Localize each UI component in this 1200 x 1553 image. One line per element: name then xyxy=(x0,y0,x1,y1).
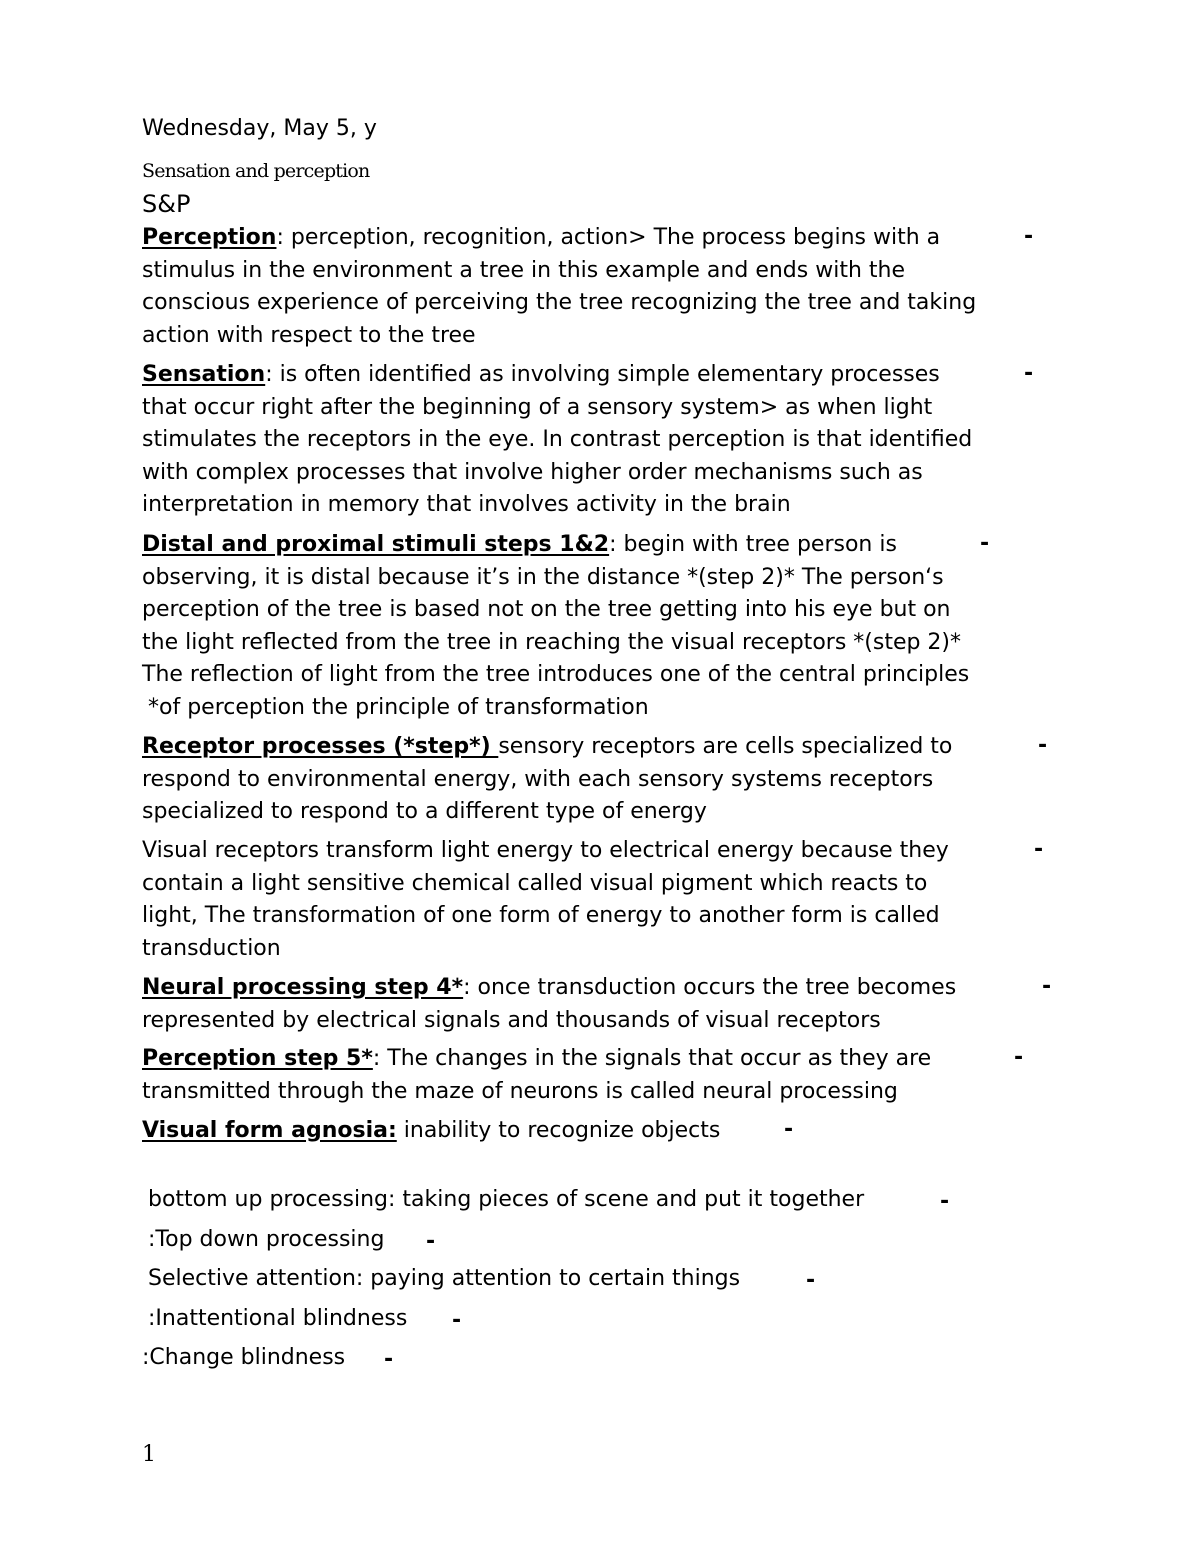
bullet-dash: - xyxy=(426,1229,436,1254)
document-date: Wednesday, May 5, y xyxy=(142,116,377,141)
paragraph-line: The reflection of light from the tree introduces one of the central principles xyxy=(142,662,970,687)
paragraph-line: respond to environmental energy, with each sensory systems receptors xyxy=(142,766,934,792)
paragraph-line: contain a light sensitive chemical called visual pigment which reacts to xyxy=(142,870,928,896)
paragraph-line: light, The transformation of one form of energy to another form is called xyxy=(142,903,940,928)
paragraph-line: transduction xyxy=(142,935,281,961)
paragraph-text: : once transduction occurs the tree becomes xyxy=(463,975,957,1000)
paragraph-text: : perception, recognition, action> The process begins with a xyxy=(276,225,941,250)
paragraph-perception-step-5 xyxy=(142,1043,1054,1108)
paragraph-line: Visual receptors transform light energy to electrical energy because they xyxy=(142,838,949,863)
list-item: :Change blindness xyxy=(142,1345,346,1370)
paragraph-line: with complex processes that involve higher order mechanisms such as xyxy=(142,459,923,485)
paragraph-perception xyxy=(142,222,1054,352)
document-subtitle: Sensation and perception xyxy=(142,160,370,182)
paragraph-line: conscious experience of perceiving the tree recognizing the tree and taking xyxy=(142,290,977,315)
list-item: :Top down processing xyxy=(148,1227,385,1252)
paragraph-line: *of perception the principle of transformation xyxy=(148,694,649,720)
bullet-dash: - xyxy=(1014,1045,1024,1070)
term-neural-processing: Neural processing step 4* xyxy=(142,975,464,1000)
paragraph-line: stimulus in the environment a tree in this example and ends with the xyxy=(142,257,905,283)
paragraph-line: stimulates the receptors in the eye. In contrast perception is that identified xyxy=(142,427,973,452)
paragraph-line: observing, it is distal because it’s in the distance *(step 2)* The person‘s xyxy=(142,564,944,590)
paragraph-line: that occur right after the beginning of a sensory system> as when light xyxy=(142,394,933,420)
page-number: 1 xyxy=(142,1442,156,1467)
paragraph-line: perception of the tree is based not on the tree getting into his eye but on xyxy=(142,597,951,622)
paragraph-text: inability to recognize objects xyxy=(396,1118,721,1143)
paragraph-line: transmitted through the maze of neurons is called neural processing xyxy=(142,1078,898,1104)
list-item: bottom up processing: taking pieces of scene and put it together xyxy=(148,1187,865,1212)
list-item: Selective attention: paying attention to certain things xyxy=(148,1266,741,1291)
bullet-dash: - xyxy=(1038,733,1048,758)
paragraph-line: specialized to respond to a different type of energy xyxy=(142,799,707,824)
bullet-dash: - xyxy=(980,531,990,556)
list-item: :Inattentional blindness xyxy=(148,1306,408,1331)
bullet-dash: - xyxy=(384,1347,394,1372)
paragraph-receptor-processes xyxy=(142,731,1054,829)
term-perception: Perception xyxy=(142,225,277,250)
paragraph-text: : is often identified as involving simple elementary processes xyxy=(265,362,940,387)
bullet-dash: - xyxy=(1024,224,1034,249)
bullet-dash: - xyxy=(940,1189,950,1214)
term-visual-form-agnosia: Visual form agnosia: xyxy=(142,1118,397,1143)
paragraph-line: the light reflected from the tree in reaching the visual receptors *(step 2)* xyxy=(142,629,962,655)
bullet-dash: - xyxy=(1024,361,1034,386)
paragraph-distal-proximal xyxy=(142,529,1054,724)
paragraph-line: represented by electrical signals and thousands of visual receptors xyxy=(142,1007,881,1033)
term-distal-proximal: Distal and proximal stimuli steps 1&2 xyxy=(142,532,610,557)
paragraph-text: sensory receptors are cells specialized to xyxy=(498,734,953,759)
paragraph-line: action with respect to the tree xyxy=(142,322,476,348)
term-sensation: Sensation xyxy=(142,362,266,387)
paragraph-neural-processing xyxy=(142,972,1054,1037)
bullet-dash: - xyxy=(452,1308,462,1333)
term-receptor-processes: Receptor processes (*step*) xyxy=(142,734,499,759)
paragraph-line: interpretation in memory that involves activity in the brain xyxy=(142,492,791,517)
term-perception-step-5: Perception step 5* xyxy=(142,1046,373,1071)
paragraph-sensation xyxy=(142,359,1054,522)
bullet-dash: - xyxy=(784,1117,794,1142)
document-heading: S&P xyxy=(142,190,191,218)
paragraph-text: : begin with tree person is xyxy=(609,532,897,557)
paragraph-visual-receptors xyxy=(142,835,1054,965)
bullet-dash: - xyxy=(806,1268,816,1293)
bullet-dash: - xyxy=(1034,837,1044,862)
paragraph-text: : The changes in the signals that occur as they are xyxy=(372,1046,932,1071)
paragraph-visual-form-agnosia xyxy=(142,1115,1054,1148)
bullet-dash: - xyxy=(1042,974,1052,999)
